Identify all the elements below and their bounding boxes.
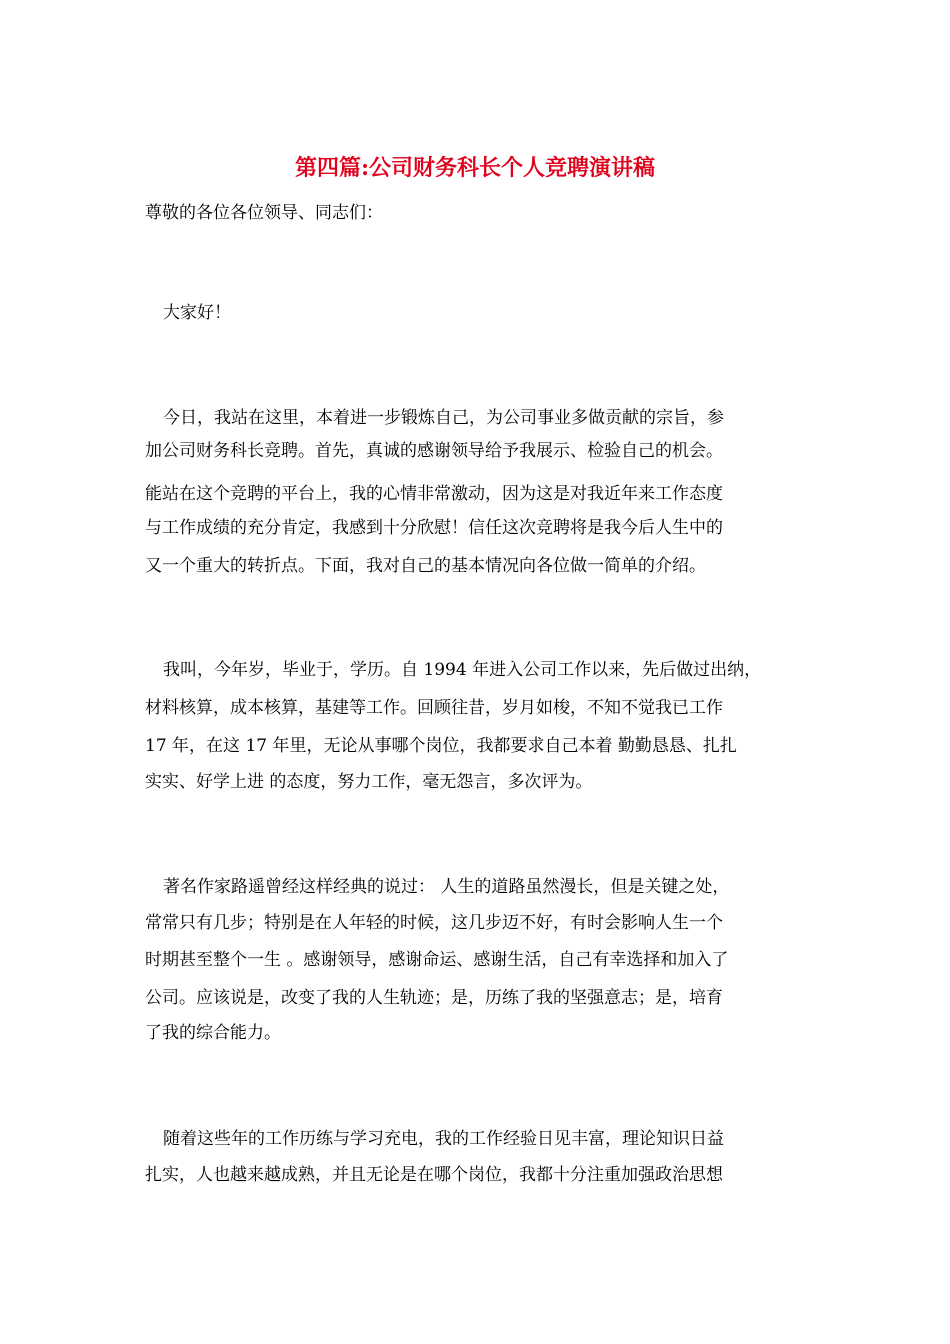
paragraph-1-line-1: 今日，我站在这里，本着进一步锻炼自己，为公司事业多做贡献的宗旨，参: [163, 408, 724, 428]
paragraph-1-line-5: 又一个重大的转折点。下面，我对自己的基本情况向各位做一简单的介绍。: [145, 556, 706, 576]
paragraph-3-line-1: 著名作家路遥曾经这样经典的说过： 人生的道路虽然漫长，但是关键之处，: [163, 877, 730, 897]
paragraph-1-line-3: 能站在这个竞聘的平台上，我的心情非常激动，因为这是对我近年来工作态度: [145, 484, 723, 504]
paragraph-4-line-2: 扎实，人也越来越成熟，并且无论是在哪个岗位，我都十分注重加强政治思想: [145, 1165, 723, 1185]
salutation: 尊敬的各位各位领导、同志们：: [145, 203, 383, 223]
greeting: 大家好！: [163, 303, 231, 323]
document-title: 第四篇:公司财务科长个人竞聘演讲稿: [294, 155, 656, 181]
paragraph-3-line-2: 常常只有几步；特别是在人年轻的时候，这几步迈不好，有时会影响人生一个: [145, 913, 723, 933]
paragraph-3-line-3: 时期甚至整个一生 。感谢领导，感谢命运、感谢生活，自己有幸选择和加入了: [145, 950, 729, 970]
paragraph-1-line-4: 与工作成绩的充分肯定，我感到十分欣慰！信任这次竞聘将是我今后人生中的: [145, 518, 723, 538]
paragraph-4-line-1: 随着这些年的工作历练与学习充电，我的工作经验日见丰富，理论知识日益: [163, 1129, 724, 1149]
paragraph-2-line-4: 实实、好学上进 的态度，努力工作，毫无怨言，多次评为。: [145, 772, 593, 792]
paragraph-1-line-2: 加公司财务科长竞聘。首先，真诚的感谢领导给予我展示、检验自己的机会。: [145, 441, 723, 461]
paragraph-3-line-4: 公司。应该说是，改变了我的人生轨迹；是，历练了我的坚强意志；是，培育: [145, 988, 723, 1008]
paragraph-2-line-3: 17 年，在这 17 年里，无论从事哪个岗位，我都要求自己本着 勤勤恳恳、扎扎: [145, 736, 737, 756]
paragraph-3-line-5: 了我的综合能力。: [145, 1023, 281, 1043]
paragraph-2-line-2: 材料核算，成本核算，基建等工作。回顾往昔，岁月如梭，不知不觉我已工作: [145, 698, 723, 718]
paragraph-2-line-1: 我叫，今年岁，毕业于，学历。自 1994 年进入公司工作以来，先后做过出纳，: [163, 660, 762, 680]
